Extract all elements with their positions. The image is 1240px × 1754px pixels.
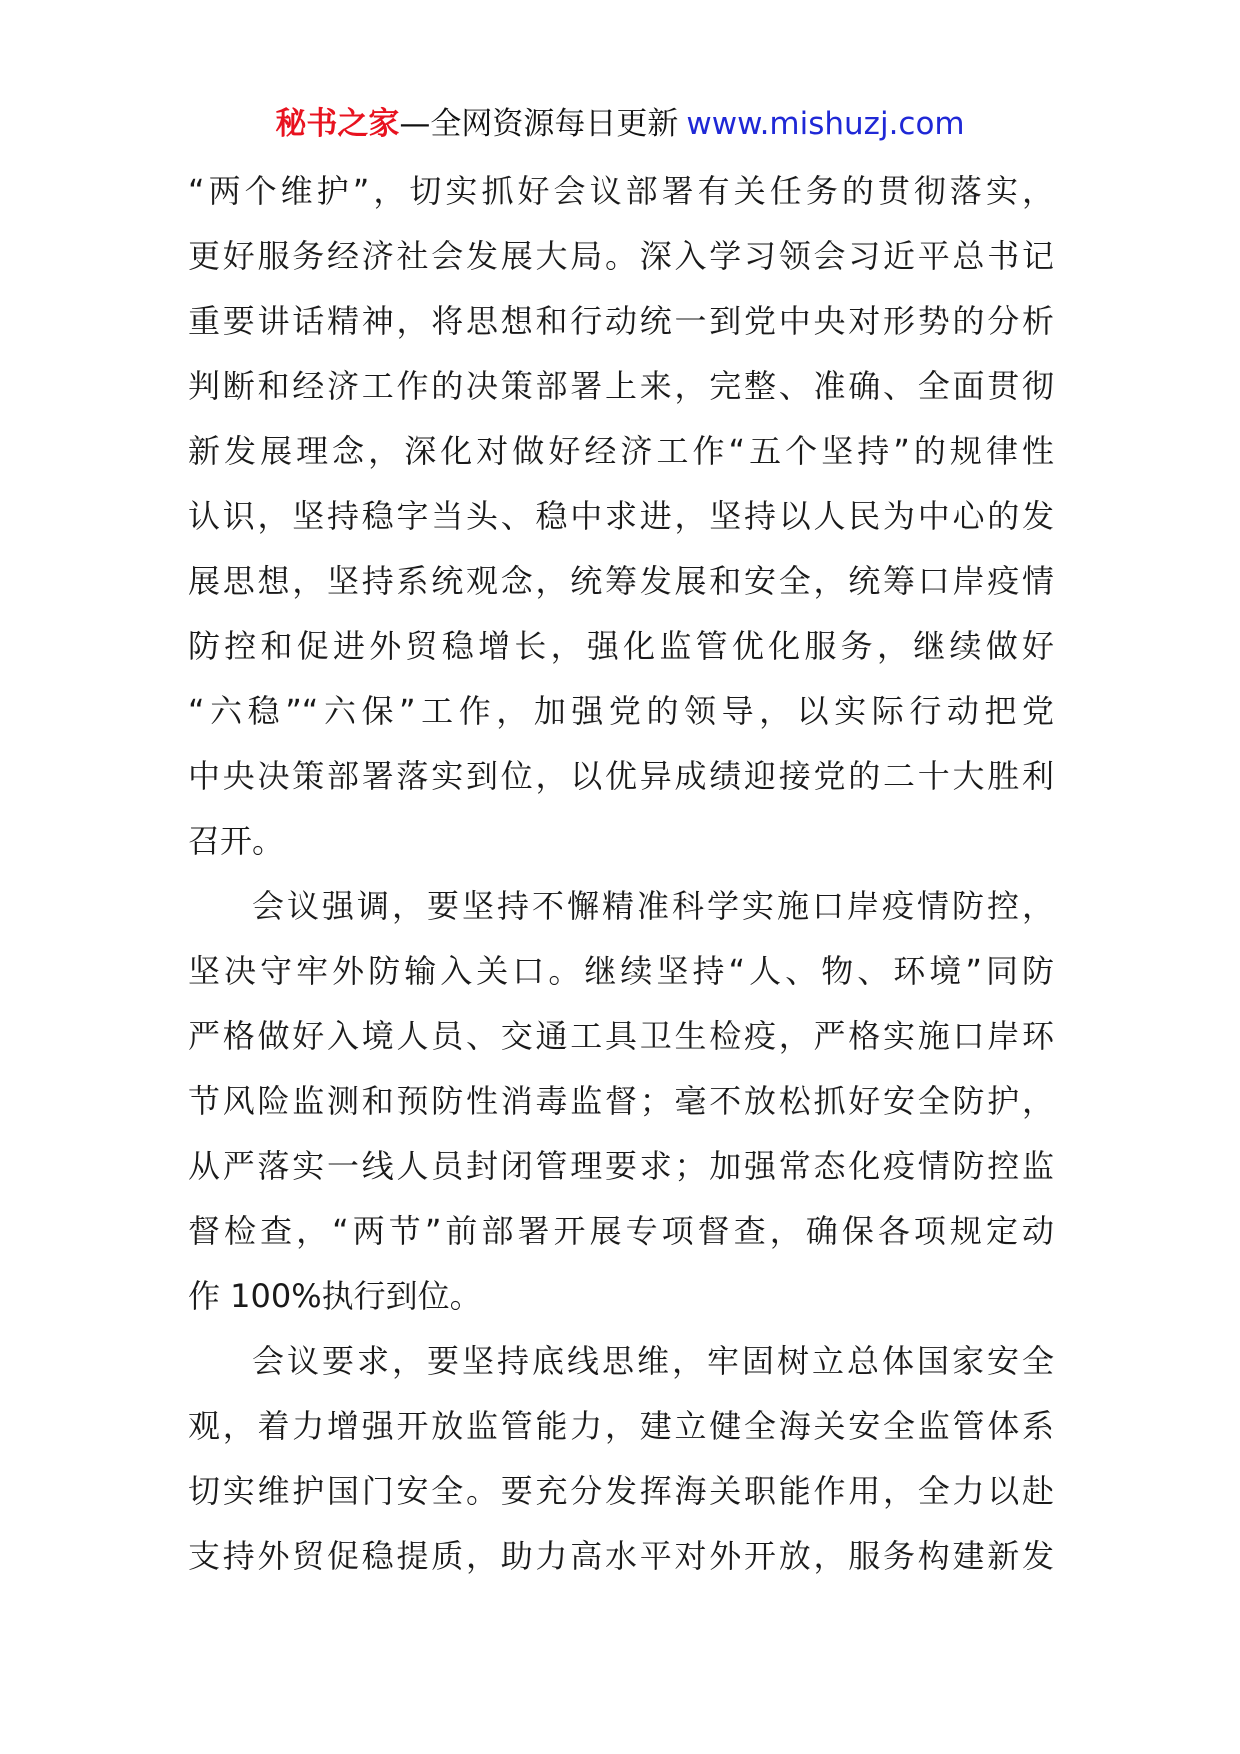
text-line: “两个维护”，切实抓好会议部署有关任务的贯彻落实，	[188, 172, 1054, 210]
page-header	[0, 100, 1240, 148]
paragraph-first-line: 会议要求，要坚持底线思维，牢固树立总体国家安全	[252, 1342, 1054, 1380]
document-body	[188, 159, 1054, 1589]
text-line: 展思想，坚持系统观念，统筹发展和安全，统筹口岸疫情	[188, 562, 1054, 600]
text-line: 认识，坚持稳字当头、稳中求进，坚持以人民为中心的发	[188, 497, 1054, 535]
text-line: 严格做好入境人员、交通工具卫生检疫，严格实施口岸环	[188, 1017, 1054, 1055]
text-line: 召开。	[188, 822, 285, 860]
brand-name: 秘书之家	[275, 106, 400, 142]
text-line: “六稳”“六保”工作，加强党的领导，以实际行动把党	[188, 692, 1054, 730]
header-tagline: —全网资源每日更新	[399, 106, 679, 142]
text-line: 节风险监测和预防性消毒监督；毫不放松抓好安全防护，	[188, 1082, 1054, 1120]
text-line: 观，着力增强开放监管能力，建立健全海关安全监管体系	[188, 1407, 1054, 1445]
text-line: 判断和经济工作的决策部署上来，完整、准确、全面贯彻	[188, 367, 1054, 405]
text-line: 支持外贸促稳提质，助力高水平对外开放，服务构建新发	[188, 1537, 1054, 1575]
text-line: 中央决策部署落实到位，以优异成绩迎接党的二十大胜利	[188, 757, 1054, 795]
text-line: 作 100%执行到位。	[188, 1277, 482, 1315]
text-line: 重要讲话精神，将思想和行动统一到党中央对形势的分析	[188, 302, 1054, 340]
paragraph-first-line: 会议强调，要坚持不懈精准科学实施口岸疫情防控，	[252, 887, 1054, 925]
text-line: 更好服务经济社会发展大局。深入学习领会习近平总书记	[188, 237, 1054, 275]
text-line: 坚决守牢外防输入关口。继续坚持“人、物、环境”同防	[188, 952, 1054, 990]
text-line: 从严落实一线人员封闭管理要求；加强常态化疫情防控监	[188, 1147, 1054, 1185]
text-line: 切实维护国门安全。要充分发挥海关职能作用，全力以赴	[188, 1472, 1054, 1510]
text-line: 督检查，“两节”前部署开展专项督查，确保各项规定动	[188, 1212, 1054, 1250]
site-url-link[interactable]: www.mishuzj.com	[686, 106, 965, 142]
text-line: 新发展理念，深化对做好经济工作“五个坚持”的规律性	[188, 432, 1054, 470]
text-line: 防控和促进外贸稳增长，强化监管优化服务，继续做好	[188, 627, 1054, 665]
